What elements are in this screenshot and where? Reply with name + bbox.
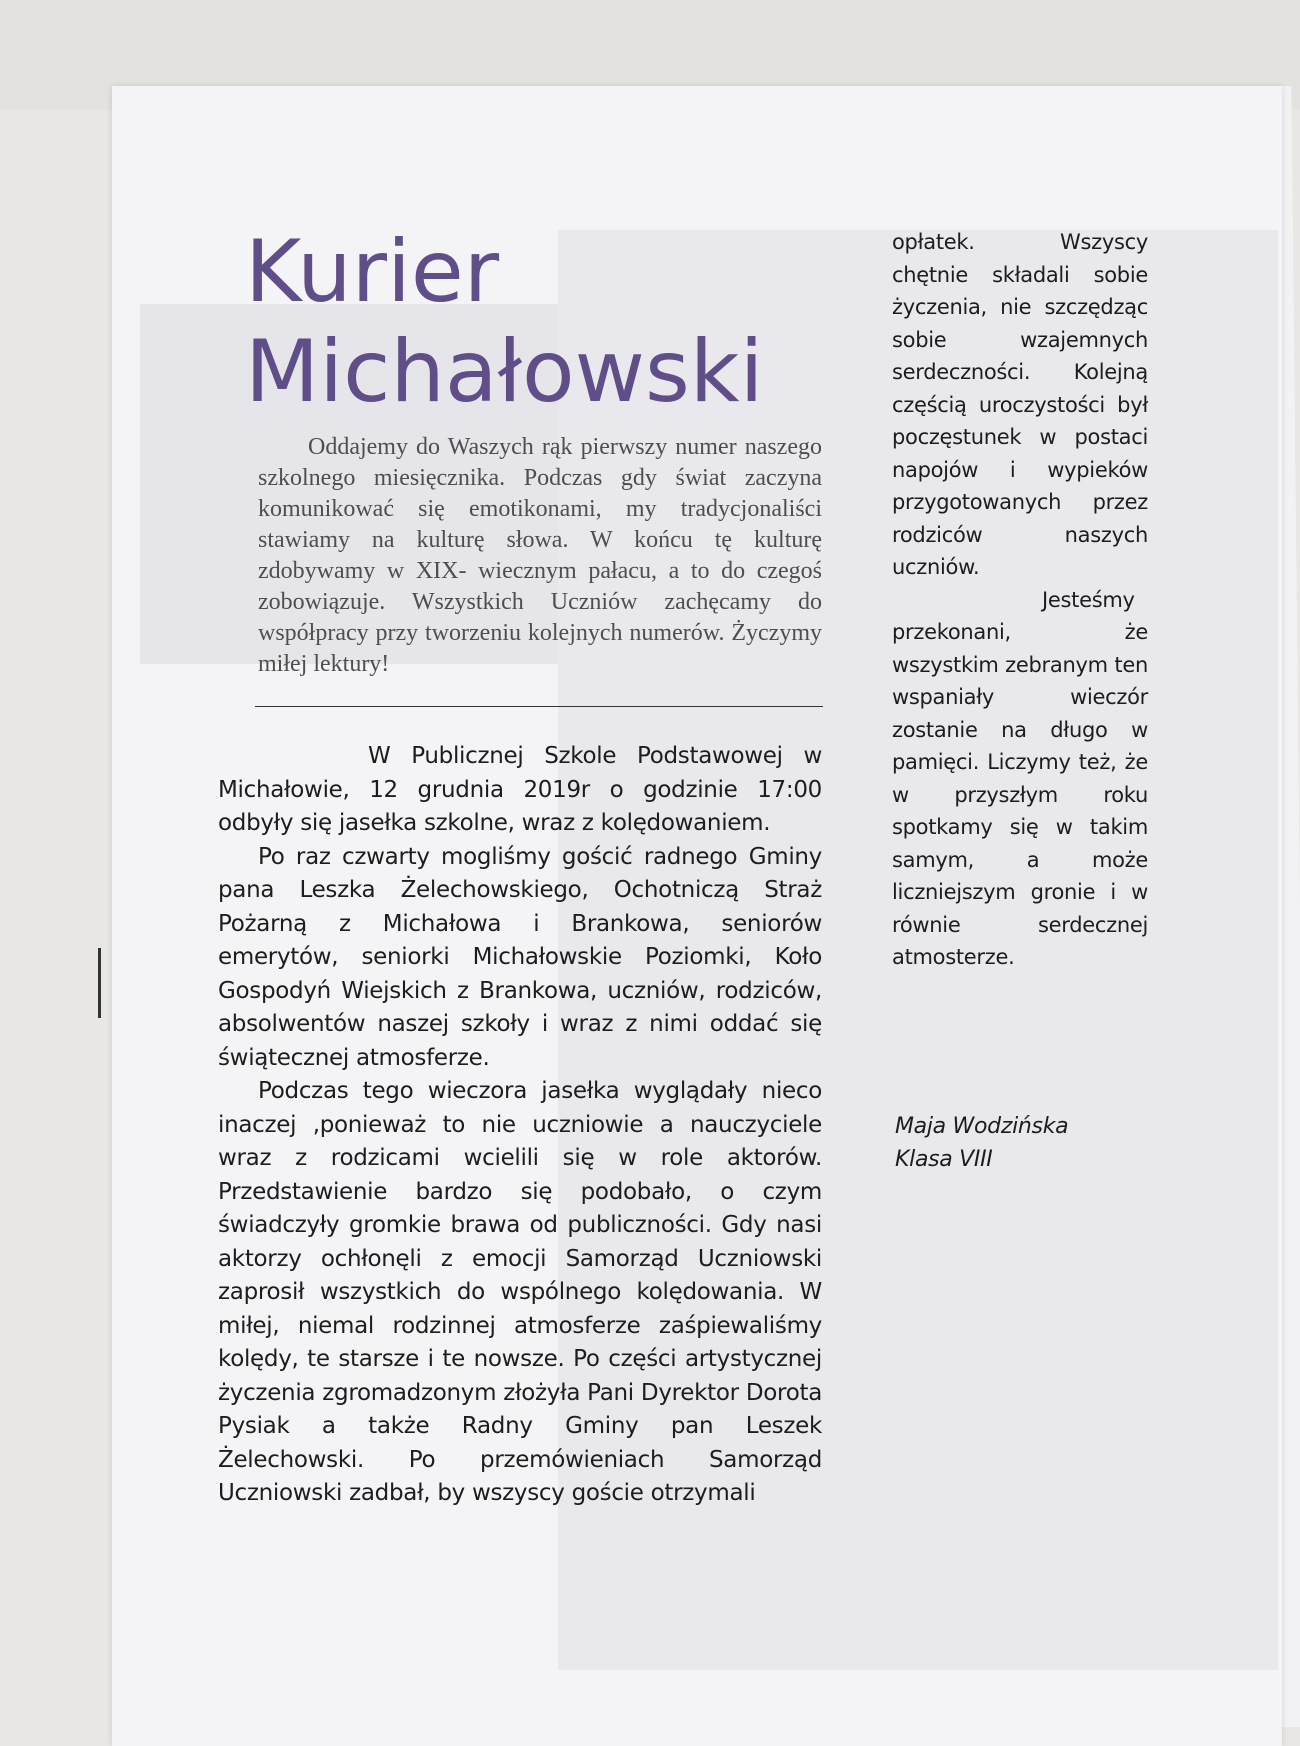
article-main-column [218,740,822,1511]
author-name: Maja Wodzińska [895,1114,1069,1139]
author-signature [895,1110,1135,1176]
article-paragraph: Jesteśmy przekonani, że wszystkim zebranym ten wspaniały wieczór zostanie na długo w pamięci. Liczymy też, że w przyszłym roku spotkamy się w takim samym, a może liczniejszym gronie i w równie serdecznej atmosterze. [892,587,1148,969]
article-paragraph: Podczas tego wieczora jasełka wyglądały nieco inaczej ,ponieważ to nie uczniowie a nauczyciele wraz z rodzicami wcielili się w role aktorów. Przedstawienie bardzo się podobało, o czym świadczyły gromkie brawa od publiczności. Gdy nasi aktorzy ochłonęli z emocji Samorząd Uczniowski zaprosił wszystkich do wspólnego kolędowania. W miłej, niemal rodzinnej atmosferze zaśpiewaliśmy kolędy, te starsze i te nowsze. Po części artystycznej życzenia zgromadzonym złożyła Pani Dyrektor Dorota Pysiak a także Radny Gminy pan Leszek Żelechowski. Po przemówieniach Samorząd Uczniowski zadbał, by wszyscy goście otrzymali [218,1078,822,1506]
title-line-1: Kurier [245,222,500,322]
article-paragraph: W Publicznej Szkole Podstawowej w Michałowie, 12 grudnia 2019r o godzinie 17:00 odbyły się jasełka szkolne, wraz z kolędowaniem. [218,743,822,836]
binder-mark [98,948,101,1018]
intro-paragraph: Oddajemy do Waszych rąk pierwszy numer naszego szkolnego miesięcznika. Podczas gdy świat zaczyna komunikować się emotikonami, my tradycjonaliści stawiamy na kulturę słowa. W końcu tę kulturę zdobywamy w XIX- wiecznym pałacu, a to do czegoś zobowiązuje. Wszystkich Uczniów zachęcamy do współpracy przy tworzeniu kolejnych numerów. Życzymy miłej lektury! [258,434,822,677]
article-side-column [892,226,1148,974]
article-paragraph: opłatek. Wszyscy chętnie składali sobie życzenia, nie szczędząc sobie wzajemnych serdeczności. Kolejną częścią uroczystości był poczęstunek w postaci napojów i wypieków przygotowanych przez rodziców naszych uczniów. [892,230,1148,579]
divider-line [255,706,823,707]
author-class: Klasa VIII [895,1147,993,1172]
article-paragraph: Po raz czwarty mogliśmy gościć radnego Gminy pana Leszka Żelechowskiego, Ochotniczą Straż Pożarną z Michałowa i Brankowa, seniorów emerytów, seniorki Michałowskie Poziomki, Koło Gospodyń Wiejskich z Brankowa, uczniów, rodziców, absolwentów naszej szkoły i wraz z nimi oddać się świątecznej atmosferze. [218,843,822,1071]
title-line-2: Michałowski [245,322,764,422]
newsletter-title [245,222,845,422]
